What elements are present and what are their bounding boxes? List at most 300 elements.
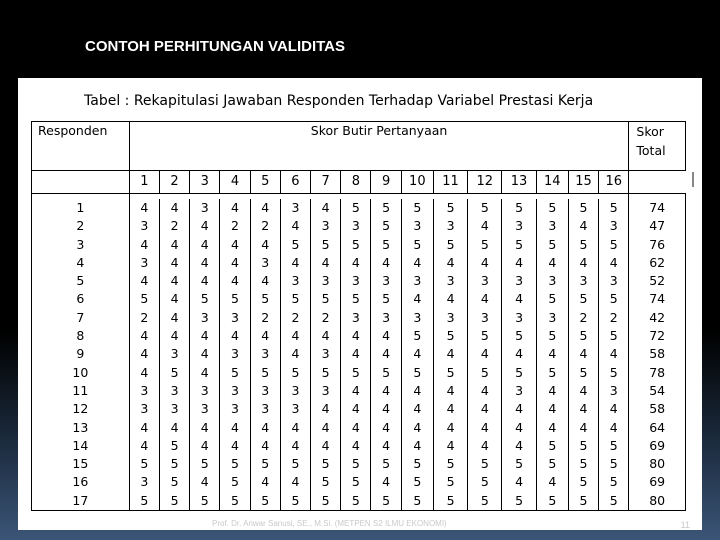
score-cell: 5 [159, 364, 189, 382]
score-cell: 4 [371, 419, 401, 437]
score-cell: 4 [371, 254, 401, 272]
score-cell: 3 [341, 309, 371, 327]
score-cell: 4 [468, 419, 502, 437]
score-cell: 4 [190, 217, 220, 235]
respondent-id: 8 [32, 327, 130, 345]
score-cell: 5 [599, 236, 629, 254]
item-number-blank [32, 171, 130, 194]
score-cell: 4 [280, 419, 310, 437]
score-cell: 4 [371, 473, 401, 491]
score-cell: 5 [536, 327, 568, 345]
score-cell: 4 [433, 345, 467, 363]
score-cell: 4 [311, 199, 341, 217]
score-cell: 5 [401, 473, 433, 491]
score-cell: 3 [129, 400, 159, 418]
score-cell: 5 [129, 455, 159, 473]
score-cell: 4 [311, 437, 341, 455]
score-cell: 4 [280, 437, 310, 455]
item-number-header: 4 [220, 171, 250, 194]
score-cell: 3 [129, 382, 159, 400]
score-cell: 4 [433, 290, 467, 308]
score-cell: 5 [220, 492, 250, 511]
score-cell: 5 [401, 455, 433, 473]
score-cell: 2 [129, 309, 159, 327]
item-number-header: 15 [568, 171, 598, 194]
score-cell: 5 [371, 455, 401, 473]
score-cell: 4 [341, 437, 371, 455]
score-cell: 4 [311, 400, 341, 418]
header-skor-butir: Skor Butir Pertanyaan [129, 122, 629, 171]
score-cell: 4 [599, 254, 629, 272]
score-cell: 3 [502, 309, 536, 327]
score-cell: 4 [159, 309, 189, 327]
item-number-header: 14 [536, 171, 568, 194]
score-cell: 4 [190, 345, 220, 363]
score-cell: 4 [250, 272, 280, 290]
header-row [32, 122, 686, 171]
score-cell: 5 [568, 364, 598, 382]
score-cell: 5 [190, 492, 220, 511]
item-number-header: 5 [250, 171, 280, 194]
total-score-cell: 62 [629, 254, 686, 272]
score-cell: 3 [341, 272, 371, 290]
score-cell: 5 [371, 492, 401, 511]
score-cell: 4 [371, 400, 401, 418]
score-cell: 4 [502, 437, 536, 455]
page-number: 11 [680, 520, 690, 530]
score-cell: 3 [159, 400, 189, 418]
score-cell: 4 [280, 254, 310, 272]
score-cell: 5 [401, 199, 433, 217]
score-cell: 4 [599, 419, 629, 437]
score-cell: 5 [371, 217, 401, 235]
score-cell: 5 [220, 455, 250, 473]
table-row [32, 473, 686, 491]
respondent-id: 2 [32, 217, 130, 235]
item-number-header: 3 [190, 171, 220, 194]
score-cell: 4 [468, 382, 502, 400]
score-cell: 5 [502, 455, 536, 473]
score-cell: 4 [159, 254, 189, 272]
respondent-id: 16 [32, 473, 130, 491]
score-cell: 3 [433, 217, 467, 235]
score-cell: 4 [468, 290, 502, 308]
score-cell: 4 [371, 437, 401, 455]
score-cell: 5 [311, 236, 341, 254]
score-cell: 5 [341, 473, 371, 491]
score-cell: 3 [599, 272, 629, 290]
score-cell: 3 [536, 309, 568, 327]
score-cell: 5 [190, 455, 220, 473]
score-cell: 3 [190, 309, 220, 327]
score-cell: 5 [311, 364, 341, 382]
score-cell: 2 [250, 309, 280, 327]
score-cell: 4 [129, 327, 159, 345]
total-score-cell: 80 [629, 492, 686, 511]
score-cell: 5 [502, 199, 536, 217]
score-cell: 4 [536, 473, 568, 491]
score-cell: 4 [220, 199, 250, 217]
score-cell: 4 [502, 290, 536, 308]
score-cell: 4 [159, 272, 189, 290]
score-cell: 4 [159, 327, 189, 345]
table-row [32, 327, 686, 345]
score-cell: 5 [536, 437, 568, 455]
score-cell: 5 [311, 492, 341, 511]
score-cell: 4 [129, 419, 159, 437]
score-cell: 3 [190, 400, 220, 418]
score-cell: 3 [599, 217, 629, 235]
score-cell: 5 [568, 473, 598, 491]
respondent-id: 10 [32, 364, 130, 382]
score-cell: 4 [159, 199, 189, 217]
score-cell: 5 [371, 290, 401, 308]
score-cell: 3 [311, 382, 341, 400]
score-cell: 5 [536, 199, 568, 217]
score-cell: 4 [159, 236, 189, 254]
score-cell: 5 [250, 364, 280, 382]
score-cell: 4 [129, 437, 159, 455]
score-cell: 4 [220, 254, 250, 272]
score-cell: 3 [280, 382, 310, 400]
table-row [32, 455, 686, 473]
score-cell: 3 [311, 217, 341, 235]
score-cell: 5 [401, 327, 433, 345]
item-number-header: 8 [341, 171, 371, 194]
score-cell: 5 [280, 492, 310, 511]
item-number-header: 12 [468, 171, 502, 194]
score-cell: 5 [433, 199, 467, 217]
score-cell: 5 [599, 364, 629, 382]
table-row [32, 272, 686, 290]
score-cell: 3 [220, 345, 250, 363]
score-cell: 4 [220, 437, 250, 455]
score-cell: 5 [536, 492, 568, 511]
score-cell: 5 [433, 455, 467, 473]
score-cell: 4 [341, 400, 371, 418]
score-cell: 3 [502, 382, 536, 400]
score-cell: 5 [568, 199, 598, 217]
item-number-header: 9 [371, 171, 401, 194]
score-cell: 4 [341, 327, 371, 345]
score-cell: 5 [433, 364, 467, 382]
score-cell: 3 [502, 272, 536, 290]
score-cell: 5 [599, 327, 629, 345]
score-cell: 4 [536, 345, 568, 363]
total-score-cell: 74 [629, 199, 686, 217]
score-cell: 4 [468, 254, 502, 272]
score-cell: 4 [568, 217, 598, 235]
score-cell: 3 [371, 272, 401, 290]
score-cell: 5 [250, 290, 280, 308]
total-score-cell: 69 [629, 473, 686, 491]
score-cell: 4 [536, 419, 568, 437]
table-row [32, 364, 686, 382]
score-cell: 3 [401, 309, 433, 327]
respondent-id: 17 [32, 492, 130, 511]
score-cell: 5 [502, 492, 536, 511]
total-score-cell: 64 [629, 419, 686, 437]
respondent-id: 7 [32, 309, 130, 327]
score-cell: 4 [568, 419, 598, 437]
score-cell: 4 [220, 419, 250, 437]
score-cell: 4 [220, 236, 250, 254]
respondent-id: 6 [32, 290, 130, 308]
score-cell: 3 [220, 382, 250, 400]
score-cell: 3 [401, 217, 433, 235]
score-cell: 5 [468, 236, 502, 254]
score-cell: 2 [311, 309, 341, 327]
score-cell: 3 [468, 272, 502, 290]
score-cell: 4 [433, 254, 467, 272]
score-cell: 5 [536, 455, 568, 473]
respondent-id: 15 [32, 455, 130, 473]
table-body [32, 194, 686, 511]
score-cell: 5 [536, 236, 568, 254]
score-cell: 5 [468, 364, 502, 382]
score-cell: 4 [311, 254, 341, 272]
table-row [32, 492, 686, 511]
score-cell: 4 [599, 345, 629, 363]
score-cell: 3 [280, 272, 310, 290]
score-cell: 4 [341, 419, 371, 437]
score-cell: 4 [502, 419, 536, 437]
score-cell: 2 [568, 309, 598, 327]
score-cell: 4 [536, 400, 568, 418]
score-cell: 5 [190, 290, 220, 308]
score-cell: 3 [433, 272, 467, 290]
score-cell: 5 [502, 236, 536, 254]
table-row [32, 217, 686, 235]
respondent-id: 11 [32, 382, 130, 400]
header-skor-total [629, 122, 686, 171]
score-cell: 5 [599, 199, 629, 217]
table-row [32, 254, 686, 272]
total-score-cell: 58 [629, 345, 686, 363]
score-cell: 4 [250, 419, 280, 437]
score-cell: 4 [401, 290, 433, 308]
score-cell: 4 [311, 327, 341, 345]
score-cell: 5 [220, 290, 250, 308]
score-cell: 5 [568, 236, 598, 254]
score-cell: 4 [190, 254, 220, 272]
score-cell: 3 [250, 254, 280, 272]
respondent-id: 4 [32, 254, 130, 272]
score-cell: 2 [159, 217, 189, 235]
score-cell: 3 [311, 272, 341, 290]
score-cell: 4 [433, 437, 467, 455]
score-cell: 5 [280, 236, 310, 254]
score-cell: 4 [599, 400, 629, 418]
score-cell: 4 [401, 382, 433, 400]
respondent-id: 13 [32, 419, 130, 437]
score-cell: 4 [129, 199, 159, 217]
score-cell: 5 [599, 473, 629, 491]
score-cell: 5 [341, 236, 371, 254]
score-cell: 4 [401, 254, 433, 272]
score-cell: 5 [280, 364, 310, 382]
score-cell: 5 [371, 236, 401, 254]
score-cell: 5 [159, 473, 189, 491]
score-cell: 5 [433, 327, 467, 345]
score-cell: 5 [371, 364, 401, 382]
table-row [32, 419, 686, 437]
item-number-header: 16 [599, 171, 629, 194]
score-cell: 4 [433, 382, 467, 400]
score-cell: 4 [250, 199, 280, 217]
table-row [32, 345, 686, 363]
total-score-cell: 47 [629, 217, 686, 235]
score-cell: 4 [401, 345, 433, 363]
score-cell: 3 [401, 272, 433, 290]
score-cell: 4 [190, 473, 220, 491]
score-cell: 5 [311, 473, 341, 491]
score-cell: 4 [433, 400, 467, 418]
score-cell: 3 [536, 217, 568, 235]
score-cell: 3 [129, 217, 159, 235]
score-cell: 4 [371, 345, 401, 363]
score-cell: 4 [129, 236, 159, 254]
score-cell: 4 [190, 437, 220, 455]
score-cell: 4 [280, 473, 310, 491]
score-cell: 5 [599, 492, 629, 511]
score-cell: 4 [536, 382, 568, 400]
score-cell: 4 [159, 419, 189, 437]
score-cell: 5 [280, 290, 310, 308]
score-cell: 5 [401, 236, 433, 254]
score-cell: 2 [599, 309, 629, 327]
respondent-id: 9 [32, 345, 130, 363]
respondent-id: 1 [32, 199, 130, 217]
score-cell: 5 [502, 327, 536, 345]
score-cell: 4 [371, 382, 401, 400]
score-cell: 4 [190, 272, 220, 290]
score-cell: 3 [568, 272, 598, 290]
respondent-id: 3 [32, 236, 130, 254]
score-cell: 5 [536, 364, 568, 382]
score-cell: 4 [468, 345, 502, 363]
total-score-cell: 54 [629, 382, 686, 400]
score-cell: 5 [433, 492, 467, 511]
score-cell: 4 [250, 473, 280, 491]
score-cell: 4 [371, 327, 401, 345]
total-score-cell: 80 [629, 455, 686, 473]
total-score-cell: 52 [629, 272, 686, 290]
score-cell: 4 [401, 419, 433, 437]
score-cell: 5 [311, 455, 341, 473]
score-cell: 3 [341, 217, 371, 235]
score-cell: 5 [599, 455, 629, 473]
score-cell: 5 [159, 455, 189, 473]
score-cell: 4 [311, 419, 341, 437]
score-cell: 5 [341, 455, 371, 473]
score-cell: 3 [311, 345, 341, 363]
score-cell: 5 [599, 437, 629, 455]
score-cell: 4 [190, 364, 220, 382]
score-cell: 5 [468, 199, 502, 217]
score-cell: 5 [433, 473, 467, 491]
score-cell: 4 [129, 345, 159, 363]
score-cell: 5 [468, 473, 502, 491]
score-cell: 5 [568, 455, 598, 473]
slide-title: CONTOH PERHITUNGAN VALIDITAS [85, 38, 346, 55]
validity-table [31, 121, 686, 511]
header-responden: Responden [32, 122, 130, 171]
score-cell: 4 [568, 254, 598, 272]
score-cell: 5 [220, 364, 250, 382]
score-cell: 3 [220, 309, 250, 327]
score-cell: 4 [250, 236, 280, 254]
score-cell: 3 [371, 309, 401, 327]
score-cell: 4 [468, 217, 502, 235]
total-score-cell: 58 [629, 400, 686, 418]
score-cell: 5 [568, 437, 598, 455]
score-cell: 4 [502, 345, 536, 363]
score-cell: 4 [250, 327, 280, 345]
score-cell: 5 [159, 437, 189, 455]
item-number-header: 13 [502, 171, 536, 194]
score-cell: 5 [468, 455, 502, 473]
score-cell: 5 [129, 492, 159, 511]
score-cell: 4 [190, 327, 220, 345]
score-cell: 4 [568, 382, 598, 400]
table-row [32, 309, 686, 327]
score-cell: 5 [341, 364, 371, 382]
score-cell: 4 [502, 254, 536, 272]
score-cell: 3 [250, 345, 280, 363]
score-cell: 3 [468, 309, 502, 327]
table-row [32, 290, 686, 308]
score-cell: 5 [341, 290, 371, 308]
score-cell: 4 [401, 437, 433, 455]
item-number-row [32, 171, 686, 194]
score-cell: 4 [190, 419, 220, 437]
total-score-cell: 76 [629, 236, 686, 254]
score-cell: 4 [220, 272, 250, 290]
score-cell: 4 [280, 345, 310, 363]
score-cell: 3 [190, 382, 220, 400]
score-cell: 5 [401, 364, 433, 382]
total-score-cell: 78 [629, 364, 686, 382]
score-cell: 5 [159, 492, 189, 511]
score-cell: 5 [280, 455, 310, 473]
score-cell: 2 [280, 309, 310, 327]
score-cell: 4 [536, 254, 568, 272]
score-cell: 4 [220, 327, 250, 345]
score-cell: 4 [280, 217, 310, 235]
score-cell: 5 [129, 290, 159, 308]
table-row [32, 437, 686, 455]
score-cell: 2 [220, 217, 250, 235]
score-cell: 3 [250, 400, 280, 418]
score-cell: 4 [159, 290, 189, 308]
score-cell: 3 [502, 217, 536, 235]
score-cell: 5 [568, 327, 598, 345]
score-cell: 3 [129, 254, 159, 272]
score-cell: 4 [401, 400, 433, 418]
score-cell: 5 [371, 199, 401, 217]
table-row [32, 400, 686, 418]
score-cell: 4 [250, 437, 280, 455]
score-cell: 4 [433, 419, 467, 437]
header-skor-total-line2: Total [636, 143, 666, 158]
score-cell: 5 [468, 327, 502, 345]
score-cell: 5 [536, 290, 568, 308]
respondent-id: 5 [32, 272, 130, 290]
score-cell: 4 [568, 345, 598, 363]
item-number-header: 7 [311, 171, 341, 194]
score-cell: 5 [468, 492, 502, 511]
